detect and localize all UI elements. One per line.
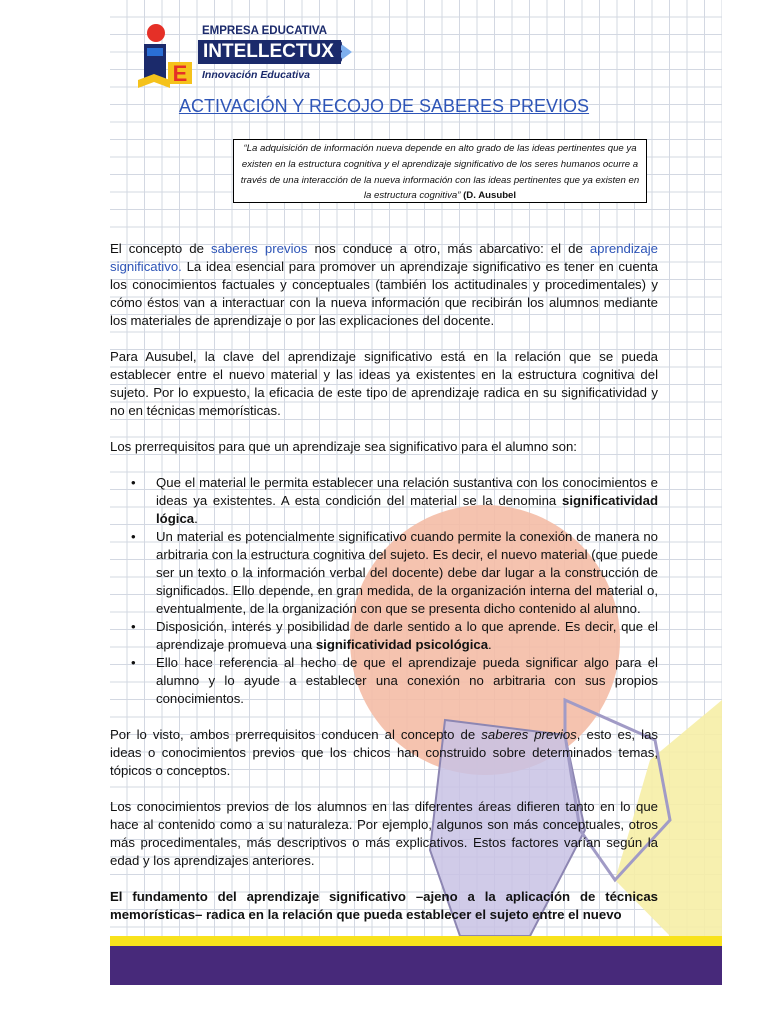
list-item <box>110 474 658 528</box>
footer-purple-band <box>110 946 722 985</box>
document-page <box>110 0 722 985</box>
paragraph-conclusion <box>110 726 658 780</box>
bullet-mark: • <box>131 655 136 670</box>
list-item <box>110 618 658 654</box>
p4-text-c: , esto es, las ideas o conocimientos previos que los chicos han construido sobre determinados temas, tópicos o conceptos. <box>110 727 658 778</box>
paragraph-saberes-previos <box>110 240 658 330</box>
p4-italic: saberes previos <box>481 727 577 742</box>
bullet-1-end: . <box>194 511 198 526</box>
p1-highlight-saberes: saberes previos <box>210 241 308 256</box>
paragraph-fundamento: El fundamento del aprendizaje significativo –ajeno a la aplicación de técnicas memorísticas– radica en la relación que pueda establecer el sujeto entre el nuevo <box>110 889 658 922</box>
bullet-mark: • <box>131 529 136 544</box>
list-item <box>110 528 658 618</box>
p4-text-a: Por lo visto, ambos prerrequisitos conducen al concepto de <box>110 727 482 742</box>
bullet-mark: • <box>131 475 136 490</box>
logo-sac-label: S.A.C. <box>334 41 343 65</box>
paragraph-prerrequisitos: Los prerrequisitos para que un aprendizaje sea significativo para el alumno son: <box>110 439 577 454</box>
list-item <box>110 654 658 708</box>
quote-text: “La adquisición de información nueva depende en alto grado de las ideas pertinentes que ya existen en la estructura cognitiva y el aprendizaje significativo de los seres humanos ocurre a través de una interacción de la nueva información con las ideas pertinentes que ya existen en la estructura cognitiva” <box>240 143 640 202</box>
bullet-mark: • <box>131 619 136 634</box>
prerequisites-list <box>110 474 658 708</box>
page-title: ACTIVACIÓN Y RECOJO DE SABERES PREVIOS <box>178 96 590 116</box>
paragraph-conocimientos: Los conocimientos previos de los alumnos en las diferentes áreas difieren tanto en lo que hace al contenido como a su naturaleza. Por ejemplo, algunos son más conceptuales, otros más procedimentales, más descriptivos o más explicativos. Estos factores varían según la edad y los aprendizajes anteriores. <box>110 799 658 868</box>
document-body <box>110 240 658 942</box>
logo-tagline-bottom: Innovación Educativa <box>202 69 310 81</box>
paragraph-ausubel: Para Ausubel, la clave del aprendizaje significativo está en la relación que se pueda establecer entre el nuevo material y las ideas ya existentes en la estructura cognitiva del sujeto. Por lo expuesto, la eficacia de este tipo de aprendizaje radica en su significatividad y no en técnicas memorísticas. <box>110 349 658 418</box>
footer-yellow-band <box>110 936 722 946</box>
bullet-2-text: Un material es potencialmente significativo cuando permite la conexión de manera no arbitraria con la estructura cognitiva del sujeto. Es decir, el nuevo material (que puede ser un texto o la información verbal del docente) debe dar lugar a la construcción de significados. Ello depende, en gran medida, de la organización interna del material o, eventualmente, de la organización con que se presenta dicho contenido al alumno. <box>156 529 658 616</box>
p1-text-a: El concepto de <box>110 241 211 256</box>
p1-text-c: nos conduce a otro, más abarcativo: el de <box>307 241 590 256</box>
svg-text:E: E <box>172 61 188 86</box>
bullet-3-bold: significatividad psicológica <box>315 637 489 652</box>
bullet-1-bold: significatividad lógica <box>156 493 658 526</box>
bullet-1-text: Que el material le permita establecer una relación sustantiva con los conocimientos e ideas ya existentes. A esta condición del material se la denomina <box>156 475 658 508</box>
logo-brand-name: INTELLECTUX <box>198 40 341 64</box>
bullet-3-text: Disposición, interés y posibilidad de darle sentido a lo que aprende. Es decir, que el aprendizaje promueva una <box>156 619 658 652</box>
company-logo <box>138 22 378 97</box>
bullet-3-end: . <box>488 637 492 652</box>
logo-tagline-top: EMPRESA EDUCATIVA <box>202 25 328 37</box>
bullet-4-text: Ello hace referencia al hecho de que el aprendizaje pueda significar algo para el alumno y lo ayude a establecer una conexión no arbitraria con sus propios conocimientos. <box>156 655 658 706</box>
p1-highlight-aprendizaje: aprendizaje significativo. <box>110 241 658 274</box>
p1-text-e: La idea esencial para promover un aprendizaje significativo es tener en cuenta los conocimientos factuales y conceptuales (también los actitudinales y procedimentales) y cómo éstos van a interactuar con la nueva información que recibirán los alumnos mediante los materiales de aprendizaje o por las explicaciones del docente. <box>110 259 658 328</box>
quote-author: (D. Ausubel <box>463 190 517 202</box>
ausubel-quote-box <box>233 139 647 203</box>
